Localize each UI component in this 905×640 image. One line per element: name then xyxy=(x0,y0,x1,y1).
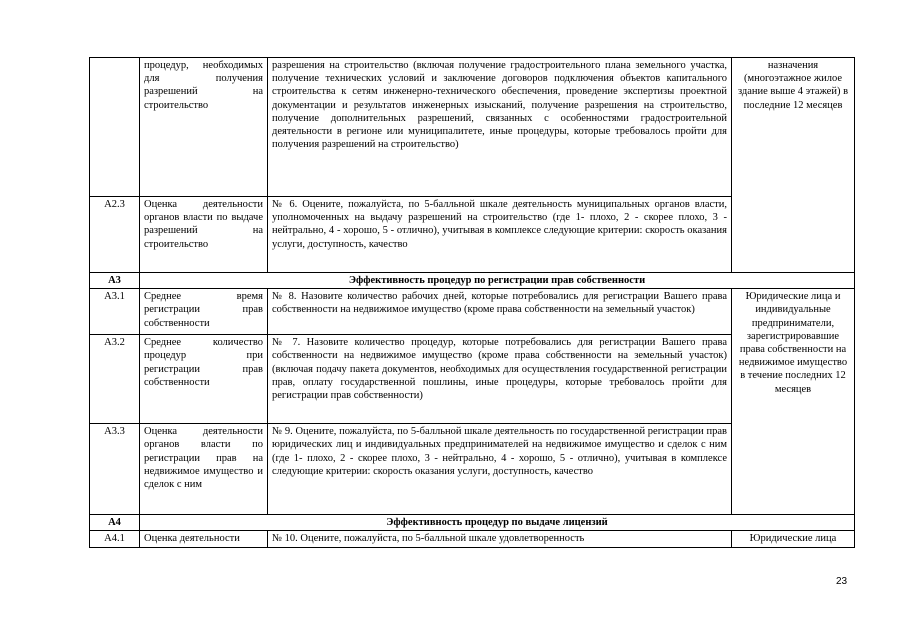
question-cell: № 7. Назовите количество процедур, которые потребовались для регистрации Вашего права собственности на недвижимое имущество (кроме права собственности на земельный участок) (включая подачу пакета документов, необходимых для осуществления государственной регистрации прав, оплату государственной пошлины, иные процедуры, которые требовалось пройти для регистрации прав собственности) xyxy=(268,335,732,424)
question-cell: № 10. Оцените, пожалуйста, по 5-балльной шкале удовлетворенность xyxy=(268,531,732,547)
table-row xyxy=(90,58,855,197)
target-cell: назначения (многоэтажное жилое здание выше 4 этажей) в последние 12 месяцев xyxy=(732,58,855,273)
section-header-row xyxy=(90,515,855,531)
indicator-cell: процедур, необходимых для получения разрешений на строительство xyxy=(140,58,268,197)
table-row xyxy=(90,531,855,547)
target-cell: Юридические лица и индивидуальные предприниматели, зарегистрировавшие права собственности на недвижимое имущество в течение последних 12 месяцев xyxy=(732,289,855,515)
section-title: Эффективность процедур по выдаче лицензий xyxy=(140,515,855,531)
page-number: 23 xyxy=(836,576,848,587)
indicator-cell: Оценка деятельности xyxy=(140,531,268,547)
question-cell: № 8. Назовите количество рабочих дней, которые потребовались для регистрации Вашего права собственности на недвижимое имущество (кроме права собственности на земельный участок) xyxy=(268,289,732,335)
row-id: А3.1 xyxy=(90,289,140,335)
row-id: А2.3 xyxy=(90,197,140,273)
indicator-cell: Оценка деятельности органов власти по выдаче разрешений на строительство xyxy=(140,197,268,273)
section-id: А4 xyxy=(90,515,140,531)
indicator-cell: Среднее время регистрации прав собственности xyxy=(140,289,268,335)
target-cell: Юридические лица xyxy=(732,531,855,547)
section-id: А3 xyxy=(90,273,140,289)
question-cell: № 9. Оцените, пожалуйста, по 5-балльной шкале деятельность по государственной регистрации прав юридических лиц и индивидуальных предпринимателей на недвижимое имущество и сделок с ним (где 1- плохо, 2 - скорее плохо, 3 - нейтрально, 4 - хорошо, 5 - отлично), учитывая в комплексе следующие критерии: скорость оказания услуги, доступность, качество xyxy=(268,424,732,515)
section-header-row xyxy=(90,273,855,289)
question-cell: разрешения на строительство (включая получение градостроительного плана земельного участка, получение технических условий и заключение договоров подключения объектов капитального строительства к сетям инженерно-технического обеспечения, проведение экспертизы проектной документации и результатов инженерных изысканий, получение разрешения на строительство, получение дополнительных разрешений, связанных с особенностями градостроительной деятельности в регионе или муниципалитете, иные процедуры, которые требовалось пройти для получения разрешений на строительство) xyxy=(268,58,732,197)
section-title: Эффективность процедур по регистрации прав собственности xyxy=(140,273,855,289)
table-row xyxy=(90,289,855,335)
question-cell: № 6. Оцените, пожалуйста, по 5-балльной шкале деятельность муниципальных органов власти, уполномоченных на выдачу разрешений на строительство (где 1- плохо, 2 - скорее плохо, 3 - нейтрально, 4 - хорошо, 5 - отлично), учитывая в комплексе следующие критерии: скорость оказания услуги, доступность, качество xyxy=(268,197,732,273)
indicator-cell: Среднее количество процедур при регистрации прав собственности xyxy=(140,335,268,424)
row-id: А4.1 xyxy=(90,531,140,547)
row-id: А3.3 xyxy=(90,424,140,515)
survey-table xyxy=(89,57,855,548)
indicator-cell: Оценка деятельности органов власти по регистрации прав на недвижимое имущество и сделок с ним xyxy=(140,424,268,515)
row-id: А3.2 xyxy=(90,335,140,424)
row-id xyxy=(90,58,140,197)
